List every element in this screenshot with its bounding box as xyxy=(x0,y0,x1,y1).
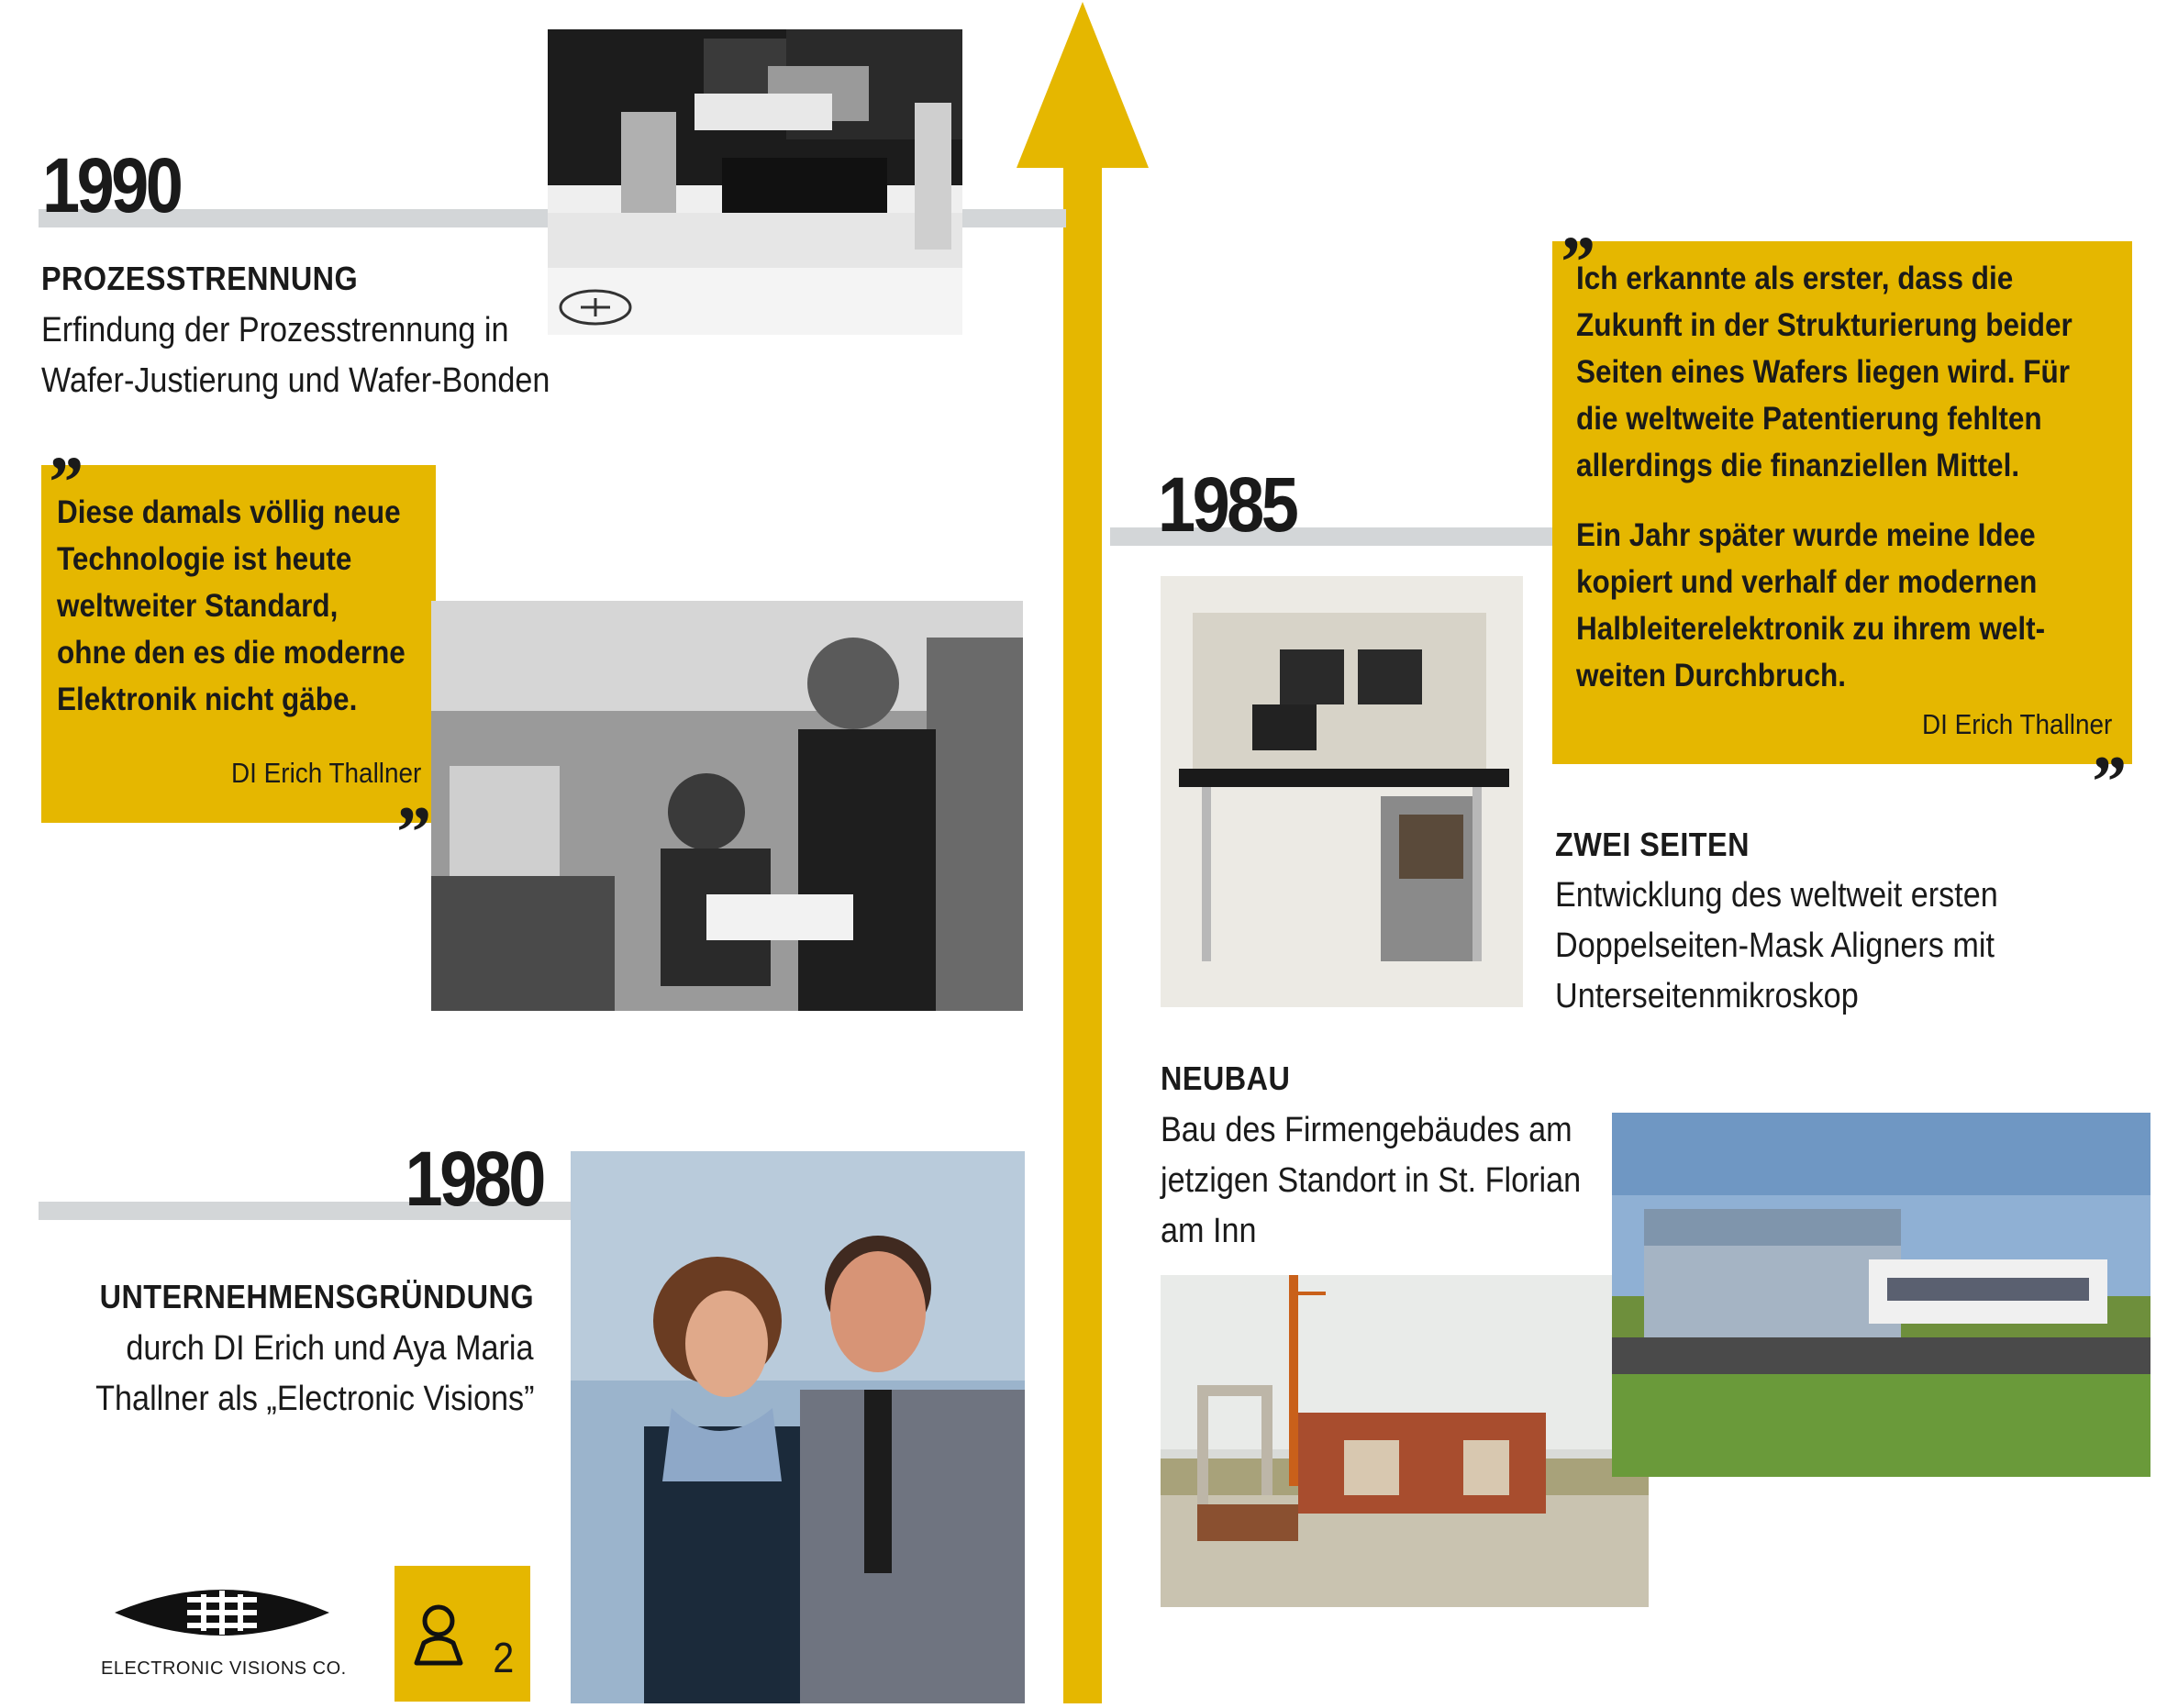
person-icon xyxy=(413,1603,464,1667)
quote-1985-line: Ich erkannte als erster, dass die xyxy=(1576,261,2014,296)
heading-prozesstrennung: PROZESSTRENNUNG xyxy=(41,260,359,297)
page-number-box xyxy=(395,1566,530,1702)
text-1985-line3: Unterseitenmikroskop xyxy=(1555,977,1859,1015)
quote-1990-line: Diese damals völlig neue xyxy=(57,494,401,530)
quote-1985-line: Zukunft in der Strukturierung beider xyxy=(1576,307,2073,343)
text-neubau-line2: jetzigen Standort in St. Florian xyxy=(1161,1161,1582,1200)
text-1985-line1: Entwicklung des weltweit ersten xyxy=(1555,876,1998,915)
text-1985-line2: Doppelseiten-Mask Aligners mit xyxy=(1555,926,1995,965)
photo-company-building xyxy=(1612,1113,2150,1477)
photo-founders xyxy=(571,1151,1025,1703)
quote-1990-line: ohne den es die moderne xyxy=(57,635,406,671)
page-number: 2 xyxy=(493,1634,515,1681)
heading-neubau: NEUBAU xyxy=(1161,1059,1291,1097)
quote-1985-line: weiten Durchbruch. xyxy=(1576,658,1847,693)
photo-wafer-bonder xyxy=(548,29,962,335)
heading-zwei-seiten: ZWEI SEITEN xyxy=(1555,826,1750,863)
quote-author-1985: DI Erich Thallner xyxy=(1921,708,2112,740)
photo-mask-aligner xyxy=(1161,576,1523,1007)
text-neubau-line3: am Inn xyxy=(1161,1212,1257,1250)
quote-1990-line: Technologie ist heute xyxy=(57,541,352,577)
quote-author-1990: DI Erich Thallner xyxy=(230,757,421,789)
quote-1985-line: kopiert und verhalf der modernen xyxy=(1576,564,2038,600)
quote-text-1985 xyxy=(1576,255,2073,699)
heading-unternehmensgruendung: UNTERNEHMENSGRÜNDUNG xyxy=(99,1278,534,1315)
text-1980-line2: Thallner als „Electronic Visions” xyxy=(94,1380,534,1418)
text-1980-line1: durch DI Erich und Aya Maria xyxy=(126,1329,534,1368)
quote-text-1990 xyxy=(57,489,406,723)
quote-open-1985: „ xyxy=(1563,184,1600,265)
year-1985: 1985 xyxy=(1158,461,1296,548)
logo-icon xyxy=(112,1576,332,1649)
quote-1990-line: Elektronik nicht gäbe. xyxy=(57,682,358,717)
photo-lab-1990 xyxy=(431,601,1023,1011)
quote-1985-line: allerdings die finanziellen Mittel. xyxy=(1576,448,2020,483)
quote-1985-line: Seiten eines Wafers liegen wird. Für xyxy=(1576,354,2070,390)
quote-open-1990: „ xyxy=(51,405,88,485)
text-neubau-line1: Bau des Firmengebäudes am xyxy=(1161,1111,1572,1149)
quote-close-1990: ” xyxy=(393,793,429,873)
company-logo xyxy=(112,1576,332,1649)
quote-1985-line: Halbleiterelektronik zu ihrem welt- xyxy=(1576,611,2046,647)
quote-close-1985: ” xyxy=(2088,742,2125,823)
quote-1985-line: Ein Jahr später wurde meine Idee xyxy=(1576,517,2036,553)
text-1990-line1: Erfindung der Prozesstrennung in xyxy=(41,311,509,349)
company-logo-text: ELECTRONIC VISIONS CO. xyxy=(101,1658,347,1679)
timeline-arrow xyxy=(1009,0,1156,1703)
quote-1990-line: weltweiter Standard, xyxy=(57,588,339,624)
quote-1985-line: die weltweite Patentierung fehlten xyxy=(1576,401,2042,437)
year-1990: 1990 xyxy=(42,142,181,228)
year-1980: 1980 xyxy=(405,1136,543,1222)
text-1990-line2: Wafer-Justierung und Wafer-Bonden xyxy=(41,361,550,400)
photo-construction xyxy=(1161,1275,1649,1607)
